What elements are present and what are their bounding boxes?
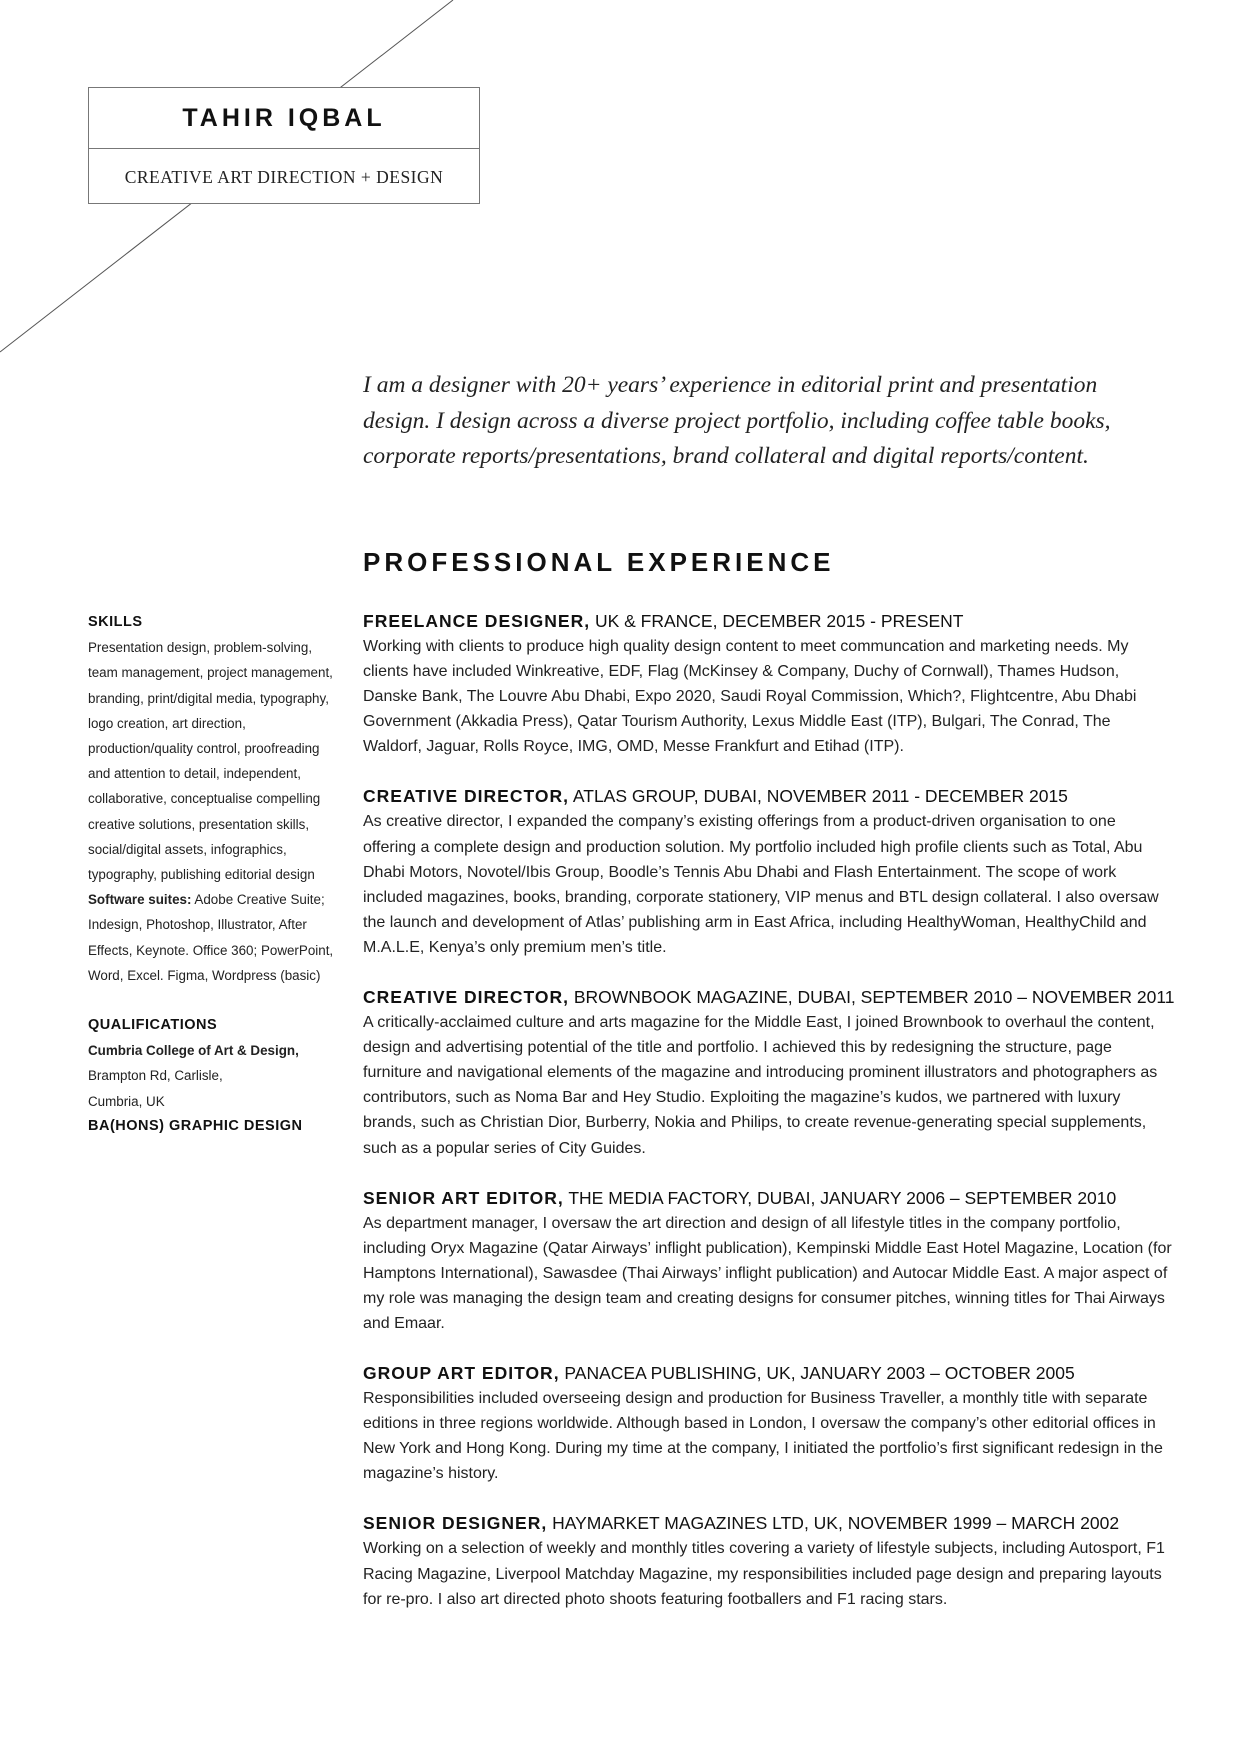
qualifications-heading: QUALIFICATIONS [88, 1017, 218, 1034]
college-address-line1: Brampton Rd, Carlisle, [88, 1068, 223, 1084]
job-heading [363, 608, 1173, 634]
job-role: SENIOR ART EDITOR, [363, 1187, 564, 1208]
job-role: GROUP ART EDITOR, [363, 1363, 560, 1384]
sidebar [88, 610, 338, 1139]
job-description: A critically-acclaimed culture and arts magazine for the Middle East, I joined Brownbook to overhaul the content, design and advertising potential of the title and portfolio. I achieved this by redesigning the structure, page furniture and navigational elements of the magazine and introducing prominent illustrators and photographers as contributors, such as Noma Bar and Hey Studio. Exploiting the magazine’s kudos, we partnered with luxury brands, such as Christian Dior, Burberry, Nokia and Philips, to create revenue-generating special supplements, such as a popular series of City Guides. [363, 1014, 1158, 1157]
experience-list [363, 608, 1173, 1636]
job-heading [363, 783, 1173, 809]
job-details: HAYMARKET MAGAZINES LTD, UK, NOVEMBER 1999 – MARCH 2002 [547, 1513, 1120, 1534]
job-role: CREATIVE DIRECTOR, [363, 987, 569, 1008]
job-details: PANACEA PUBLISHING, UK, JANUARY 2003 – OCTOBER 2005 [559, 1363, 1075, 1384]
job-heading [363, 1510, 1173, 1536]
job-details: BROWNBOOK MAGAZINE, DUBAI, SEPTEMBER 2010 – NOVEMBER 2011 [568, 987, 1175, 1008]
job-description: Responsibilities included overseeing design and production for Business Traveller, a monthly title with separate editions in three regions worldwide. Although based in London, I oversaw the company’s other editorial offices in New York and Hong Kong. During my time at the company, I initiated the portfolio’s first significant redesign in the magazine’s history. [363, 1390, 1163, 1483]
job-description: Working on a selection of weekly and monthly titles covering a variety of lifestyle subjects, including Autosport, F1 Racing Magazine, Liverpool Matchday Magazine, my responsibilities included page design and preparing layouts for re-pro. I also art directed photo shoots featuring footballers and F1 racing stars. [363, 1540, 1165, 1608]
candidate-name: TAHIR IQBAL [89, 88, 479, 149]
college-name: Cumbria College of Art & Design, [88, 1043, 299, 1059]
job-details: ATLAS GROUP, DUBAI, NOVEMBER 2011 - DECEMBER 2015 [568, 786, 1068, 807]
job-role: SENIOR DESIGNER, [363, 1513, 548, 1534]
job-entry [363, 608, 1173, 759]
job-description: As department manager, I oversaw the art direction and design of all lifestyle titles in the company portfolio, including Oryx Magazine (Qatar Airways’ inflight publication), Kempinski Middle East Hotel Magazine, Location (for Hamptons International), Sawasdee (Thai Airways’ inflight publication) and Autocar Middle East. A major aspect of my role was managing the design team and creating designs for consumer pitches, winning titles for Thai Airways and Emaar. [363, 1214, 1172, 1332]
section-title-experience: PROFESSIONAL EXPERIENCE [363, 547, 835, 577]
job-description: As creative director, I expanded the company’s existing offerings from a product-driven organisation to one offering a complete design and production solution. My portfolio included high profile clients such as Total, Abu Dhabi Motors, Novotel/Ibis Group, Boodle’s Tennis Abu Dhabi and Flash Entertainment. The scope of work included magazines, books, branding, corporate stationery, VIP menus and BTL design collateral. I also oversaw the launch and development of Atlas’ publishing arm in East Africa, including HealthyWoman, HealthyChild and M.A.L.E, Kenya’s only premium men’s title. [363, 813, 1159, 956]
skills-text: Presentation design, problem-solving, team management, project management, branding, print/digital media, typography, logo creation, art direction, production/quality control, proofreading and attention to detail, independent, collaborative, conceptualise compelling creative solutions, presentation skills, social/digital assets, infographics, typography, publishing editorial design [88, 640, 333, 883]
job-role: FREELANCE DESIGNER, [363, 611, 591, 631]
name-header-box [88, 87, 480, 204]
skills-heading: SKILLS [88, 614, 143, 630]
job-description: Working with clients to produce high quality design content to meet communcation and marketing needs. My clients have included Winkreative, EDF, Flag (McKinsey & Company, Duchy of Cornwall), Thames Hudson, Danske Bank, The Louvre Abu Dhabi, Expo 2020, Saudi Royal Commission, Which?, Flightcentre, Abu Dhabi Government (Akkadia Press), Qatar Tourism Authority, Lexus Middle East (ITP), Bulgari, The Conrad, The Waldorf, Jaguar, Rolls Royce, IMG, OMD, Messe Frankfurt and Etihad (ITP). [363, 638, 1137, 756]
job-role: CREATIVE DIRECTOR, [363, 786, 569, 807]
job-entry [363, 783, 1173, 960]
skills-list [88, 635, 338, 887]
software-suites [88, 887, 338, 988]
job-heading [363, 984, 1173, 1010]
intro-statement: I am a designer with 20+ years’ experience in editorial print and presentation design. I design across a diverse project portfolio, including coffee table books, corporate reports/presentations, brand collateral and digital reports/content. [363, 372, 1111, 469]
software-text: Adobe Creative Suite; Indesign, Photoshop, Illustrator, After Effects, Keynote. Office 360; PowerPoint, Word, Excel. Figma, Wordpress (basic) [88, 892, 334, 983]
degree: BA(HONS) GRAPHIC DESIGN [88, 1117, 303, 1134]
college-address-line2: Cumbria, UK [88, 1093, 165, 1109]
job-details: THE MEDIA FACTORY, DUBAI, JANUARY 2006 – SEPTEMBER 2010 [563, 1187, 1117, 1208]
job-entry [363, 1360, 1173, 1486]
job-entry [363, 984, 1173, 1161]
job-entry [363, 1185, 1173, 1336]
job-heading [363, 1360, 1173, 1386]
job-entry [363, 1510, 1173, 1611]
job-details: UK & FRANCE, DECEMBER 2015 - PRESENT [590, 611, 964, 631]
candidate-tagline: CREATIVE ART DIRECTION + DESIGN [124, 166, 444, 187]
software-label: Software suites: [88, 892, 192, 908]
job-heading [363, 1185, 1173, 1211]
